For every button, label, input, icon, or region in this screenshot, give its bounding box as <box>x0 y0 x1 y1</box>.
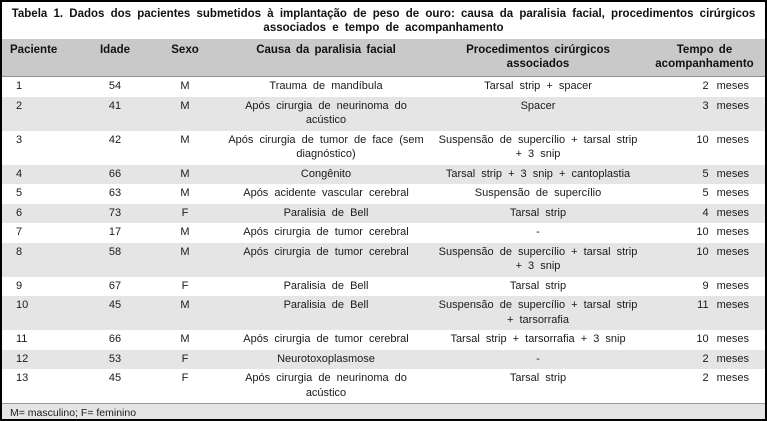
cell-causa: Paralisia de Bell <box>283 206 369 219</box>
table-row <box>2 204 765 224</box>
cell-causa: Após cirurgia de tumor de face (sem diagnóstico) <box>228 133 424 160</box>
table-row <box>2 330 765 350</box>
cell-paciente: 6 <box>16 206 23 219</box>
cell-sexo: M <box>180 187 190 199</box>
cell-tempo <box>644 296 765 330</box>
tempo-unit: meses <box>716 80 749 92</box>
cell-sexo: M <box>180 133 190 146</box>
cell-sexo: M <box>180 80 190 92</box>
cell-idade: 73 <box>108 206 122 219</box>
cell-sexo: M <box>180 299 190 311</box>
cell-procedimentos: - <box>536 352 540 365</box>
tempo-value: 5 <box>702 187 709 199</box>
tempo-value: 5 <box>702 167 709 180</box>
tempo-unit: meses <box>716 226 749 238</box>
cell-idade: 45 <box>108 372 122 384</box>
cell-causa: Após acidente vascular cerebral <box>243 187 409 199</box>
cell-idade: 63 <box>108 187 122 199</box>
cell-idade: 66 <box>108 167 122 180</box>
cell-idade: 53 <box>108 352 122 365</box>
tempo-value: 10 <box>696 226 709 238</box>
tempo-unit: meses <box>716 167 749 180</box>
tempo-unit: meses <box>716 333 749 345</box>
cell-causa: Após cirurgia de neurinoma do acústico <box>245 372 407 399</box>
tempo-unit: meses <box>716 133 749 146</box>
cell-paciente: 2 <box>16 99 23 112</box>
tempo-unit: meses <box>716 299 749 311</box>
cell-paciente: 1 <box>16 80 23 92</box>
table-row <box>2 97 765 131</box>
table-footnote: M= masculino; F= feminino <box>2 403 765 421</box>
cell-causa: Após cirurgia de tumor cerebral <box>243 333 409 345</box>
tempo-value: 10 <box>696 245 709 258</box>
tempo-value: 11 <box>697 299 709 311</box>
cell-sexo: M <box>180 167 190 180</box>
tempo-unit: meses <box>716 352 749 365</box>
cell-paciente: 8 <box>16 245 23 258</box>
col-header-paciente: Paciente <box>2 39 80 77</box>
cell-tempo <box>644 184 765 204</box>
table-row <box>2 369 765 403</box>
table-body <box>2 77 765 404</box>
cell-procedimentos: Suspensão de supercílio <box>474 187 602 199</box>
cell-causa: Paralisia de Bell <box>283 299 369 311</box>
header-row <box>2 39 765 77</box>
table-row <box>2 184 765 204</box>
cell-tempo <box>644 223 765 243</box>
cell-paciente: 5 <box>16 187 23 199</box>
tempo-value: 2 <box>702 80 709 92</box>
tempo-unit: meses <box>716 372 749 384</box>
cell-causa: Após cirurgia de neurinoma do acústico <box>245 99 407 126</box>
cell-procedimentos: Suspensão de supercílio + tarsal strip + tarsorrafia <box>438 299 638 326</box>
cell-sexo: M <box>180 245 190 258</box>
cell-sexo: M <box>180 99 190 112</box>
tempo-value: 3 <box>702 99 709 112</box>
cell-tempo <box>644 204 765 224</box>
cell-tempo <box>644 330 765 350</box>
cell-procedimentos: - <box>536 226 540 238</box>
cell-idade: 17 <box>108 226 122 238</box>
cell-paciente: 7 <box>16 226 23 238</box>
col-header-sexo: Sexo <box>150 39 220 77</box>
tempo-unit: meses <box>716 279 749 292</box>
tempo-value: 2 <box>702 372 709 384</box>
cell-tempo <box>644 77 765 97</box>
cell-idade: 66 <box>108 333 122 345</box>
cell-causa: Neurotoxoplasmose <box>277 352 375 365</box>
cell-paciente: 11 <box>16 333 28 345</box>
table-row <box>2 350 765 370</box>
col-header-procedimentos: Procedimentos cirúrgicos associados <box>432 39 644 77</box>
cell-procedimentos: Suspensão de supercílio + tarsal strip + 3 snip <box>438 245 638 272</box>
cell-paciente: 13 <box>16 372 29 384</box>
table-row <box>2 131 765 165</box>
cell-paciente: 10 <box>16 299 29 311</box>
cell-causa: Congênito <box>300 167 352 180</box>
table-row <box>2 243 765 277</box>
cell-sexo: F <box>181 279 189 292</box>
cell-tempo <box>644 131 765 165</box>
cell-procedimentos: Spacer <box>520 99 556 112</box>
tempo-unit: meses <box>716 99 749 112</box>
cell-procedimentos: Tarsal strip + spacer <box>484 80 592 92</box>
cell-paciente: 4 <box>16 167 23 180</box>
cell-idade: 58 <box>108 245 122 258</box>
cell-tempo <box>644 277 765 297</box>
cell-idade: 54 <box>108 80 122 92</box>
cell-sexo: M <box>180 226 190 238</box>
tempo-value: 10 <box>696 333 709 345</box>
cell-sexo: F <box>181 372 189 384</box>
tempo-unit: meses <box>716 187 749 199</box>
cell-idade: 41 <box>108 99 122 112</box>
table-row <box>2 223 765 243</box>
cell-procedimentos: Tarsal strip <box>509 206 567 219</box>
cell-procedimentos: Tarsal strip + tarsorrafia + 3 snip <box>450 333 626 345</box>
cell-causa: Após cirurgia de tumor cerebral <box>243 226 409 238</box>
cell-procedimentos: Tarsal strip + 3 snip + cantoplastia <box>445 167 631 180</box>
cell-idade: 67 <box>108 279 122 292</box>
cell-procedimentos: Tarsal strip <box>509 279 567 292</box>
cell-tempo <box>644 165 765 185</box>
table-row <box>2 296 765 330</box>
table-row <box>2 165 765 185</box>
col-header-causa: Causa da paralisia facial <box>220 39 432 77</box>
cell-paciente: 12 <box>16 352 29 365</box>
table-row <box>2 77 765 97</box>
tempo-value: 10 <box>696 133 709 146</box>
col-header-idade: Idade <box>80 39 150 77</box>
cell-paciente: 3 <box>16 133 23 146</box>
cell-procedimentos: Tarsal strip <box>509 372 567 384</box>
cell-tempo <box>644 350 765 370</box>
cell-tempo <box>644 369 765 403</box>
cell-sexo: F <box>181 206 189 219</box>
tempo-unit: meses <box>716 245 749 258</box>
table-row <box>2 277 765 297</box>
cell-procedimentos: Suspensão de supercílio + tarsal strip + 3 snip <box>438 133 638 160</box>
tempo-value: 2 <box>702 352 709 365</box>
cell-idade: 45 <box>108 299 122 311</box>
tempo-unit: meses <box>716 206 749 219</box>
cell-sexo: F <box>181 352 189 365</box>
cell-causa: Após cirurgia de tumor cerebral <box>243 245 409 258</box>
cell-tempo <box>644 97 765 131</box>
table-title: Tabela 1. Dados dos pacientes submetidos à implantação de peso de ouro: causa da paralisia facial, procedimentos cirúrgicos associados e tempo de acompanhamento <box>11 8 756 34</box>
cell-idade: 42 <box>108 133 122 146</box>
cell-causa: Trauma de mandíbula <box>269 80 383 92</box>
cell-tempo <box>644 243 765 277</box>
col-header-tempo: Tempo de acompanhamento <box>644 39 765 77</box>
cell-sexo: M <box>180 333 190 345</box>
tempo-value: 4 <box>702 206 709 219</box>
patients-table <box>2 39 765 403</box>
cell-paciente: 9 <box>16 279 23 292</box>
cell-causa: Paralisia de Bell <box>283 279 369 292</box>
tempo-value: 9 <box>702 279 709 292</box>
